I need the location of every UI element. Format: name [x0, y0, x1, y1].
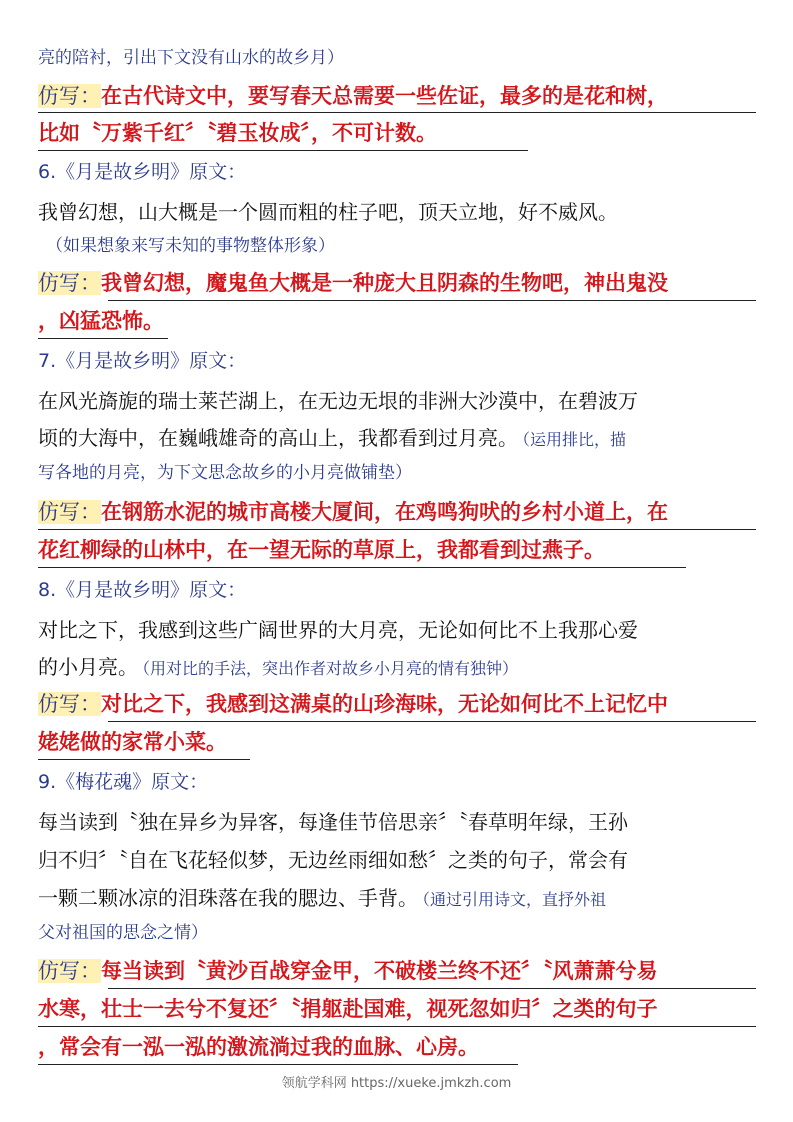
underline	[38, 567, 686, 568]
section-heading: 6.《月是故乡明》原文：	[38, 161, 247, 183]
imitation-line	[38, 502, 763, 523]
original-text: 在风光旖旎的瑞士莱芒湖上，在无边无垠的非洲大沙漠中，在碧波万	[38, 389, 638, 413]
original-text: 我曾幻想，山大概是一个圆而粗的柱子吧，顶天立地，好不威风。	[38, 200, 618, 224]
original-text: 归不归〞〝自在飞花轻似梦，无边丝雨细如愁〞之类的句子，常会有	[38, 848, 628, 872]
underline	[38, 338, 168, 339]
imitation-label: 仿写：	[38, 500, 101, 524]
annotation-text: 父对祖国的思念之情）	[38, 923, 208, 943]
annotation-text: （用对比的手法，突出作者对故乡小月亮的情有独钟）	[142, 659, 519, 678]
imitation-line	[38, 961, 763, 982]
imitation-text: 对比之下，我感到这满桌的山珍海味，无论如何比不上记忆中	[101, 692, 668, 716]
section-heading: 9.《梅花魂》原文：	[38, 771, 209, 793]
section-heading: 8.《月是故乡明》原文：	[38, 579, 247, 601]
original-text	[38, 657, 763, 677]
footer-watermark: 领航学科网 https://xueke.jmkzh.com	[281, 1076, 512, 1091]
original-text	[38, 428, 763, 448]
imitation-label: 仿写：	[38, 84, 101, 108]
imitation-line	[38, 86, 763, 107]
annotation-text: 亮的陪衬，引出下文没有山水的故乡月）	[38, 48, 344, 68]
imitation-text: 花红柳绿的山林中，在一望无际的草原上，我都看到过燕子。	[38, 538, 605, 562]
imitation-label: 仿写：	[38, 959, 101, 983]
underline	[108, 300, 756, 301]
original-text-segment: 的小月亮。	[38, 655, 138, 679]
imitation-text: ，凶猛恐怖。	[38, 309, 164, 333]
imitation-label: 仿写：	[38, 692, 101, 716]
underline	[38, 759, 250, 760]
imitation-text: 姥姥做的家常小菜。	[38, 730, 227, 754]
original-text-segment: 一颗二颗冰凉的泪珠落在我的腮边、手背。	[38, 886, 418, 910]
section-heading: 7.《月是故乡明》原文：	[38, 350, 247, 372]
annotation-text: （运用排比，描	[522, 430, 627, 449]
imitation-text: 在钢筋水泥的城市高楼大厦间，在鸡鸣狗吠的乡村小道上，在	[101, 500, 668, 524]
imitation-text: 我曾幻想，魔鬼鱼大概是一种庞大且阴森的生物吧，神出鬼没	[101, 271, 668, 295]
imitation-line	[38, 694, 763, 715]
original-text: 每当读到〝独在异乡为异客，每逢佳节倍思亲〞〝春草明年绿，王孙	[38, 810, 628, 834]
underline	[38, 1064, 518, 1065]
imitation-text: ，常会有一泓一泓的激流淌过我的血脉、心房。	[38, 1035, 479, 1059]
imitation-text: 在古代诗文中，要写春天总需要一些佐证，最多的是花和树，	[101, 84, 668, 108]
annotation-text: （如果想象来写未知的事物整体形象）	[46, 236, 335, 256]
annotation-text: 写各地的月亮，为下文思念故乡的小月亮做铺垫）	[38, 463, 412, 483]
original-text-segment: 顷的大海中，在巍峨雄奇的高山上，我都看到过月亮。	[38, 426, 518, 450]
original-text	[38, 888, 763, 908]
imitation-text: 每当读到〝黄沙百战穿金甲，不破楼兰终不还〞〝风萧萧兮易	[101, 959, 658, 983]
annotation-text: （通过引用诗文，直抒外祖	[422, 890, 607, 909]
underline	[108, 988, 756, 989]
imitation-line	[38, 273, 763, 294]
underline	[38, 529, 756, 530]
underline	[38, 150, 528, 151]
underline	[38, 1026, 756, 1027]
underline	[108, 721, 756, 722]
imitation-label: 仿写：	[38, 271, 101, 295]
underline	[38, 112, 756, 113]
original-text: 对比之下，我感到这些广阔世界的大月亮，无论如何比不上我那心爱	[38, 618, 638, 642]
imitation-text: 比如〝万紫千红〞〝碧玉妆成〞，不可计数。	[38, 121, 437, 145]
imitation-text: 水寒，壮士一去兮不复还〞〝捐躯赴国难，视死忽如归〞之类的句子	[38, 997, 658, 1021]
